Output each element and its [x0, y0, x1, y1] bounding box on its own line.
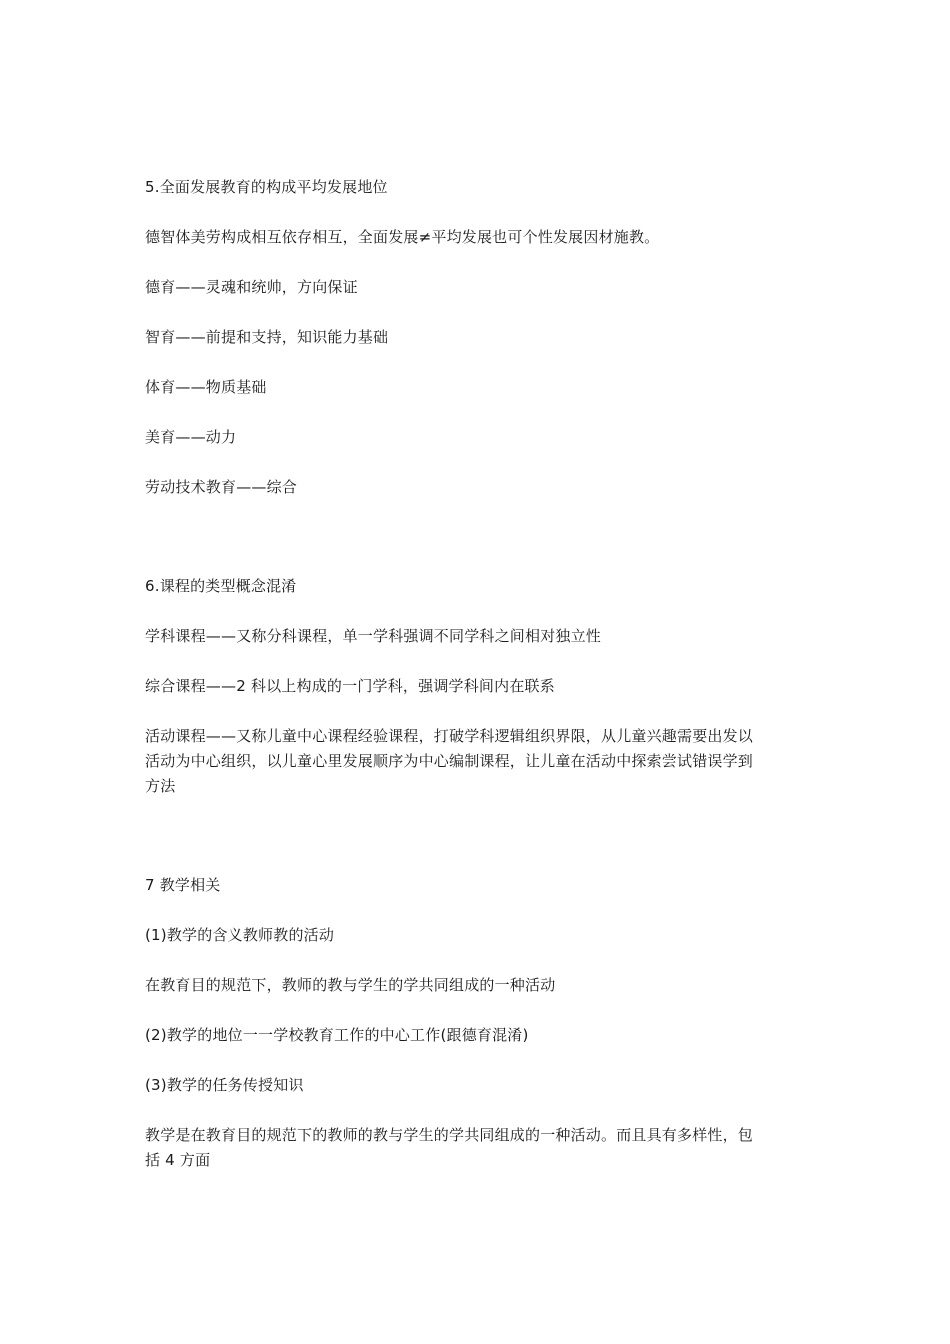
physical-education-line: 体育——物质基础: [145, 378, 267, 396]
activity-curriculum-line-1: 活动课程——又称儿童中心课程经验课程，打破学科逻辑组织界限，从儿童兴趣需要出发以: [145, 727, 754, 745]
teaching-summary-line-2: 括 4 方面: [145, 1151, 211, 1169]
intellectual-education-line: 智育——前提和支持，知识能力基础: [145, 328, 389, 346]
section-7-heading: 7 教学相关: [145, 876, 221, 894]
subject-curriculum-line: 学科课程——又称分科课程，单一学科强调不同学科之间相对独立性: [145, 627, 602, 645]
moral-education-line: 德育——灵魂和统帅，方向保证: [145, 278, 358, 296]
activity-curriculum-line-2: 活动为中心组织，以儿童心里发展顺序为中心编制课程，让儿童在活动中探索尝试错误学到: [145, 752, 754, 770]
integrated-curriculum-line: 综合课程——2 科以上构成的一门学科，强调学科间内在联系: [145, 677, 555, 695]
teaching-definition-line: 在教育目的规范下，教师的教与学生的学共同组成的一种活动: [145, 976, 556, 994]
aesthetic-education-line: 美育——动力: [145, 428, 237, 446]
teaching-meaning-line: (1)教学的含义教师教的活动: [145, 926, 335, 944]
teaching-status-line: (2)教学的地位一一学校教育工作的中心工作(跟德育混淆): [145, 1026, 529, 1044]
section-5-paragraph: 德智体美劳构成相互依存相互，全面发展≠平均发展也可个性发展因材施教。: [145, 228, 660, 246]
teaching-task-line: (3)教学的任务传授知识: [145, 1076, 304, 1094]
teaching-summary-line-1: 教学是在教育目的规范下的教师的教与学生的学共同组成的一种活动。而且具有多样性，包: [145, 1126, 754, 1144]
labor-education-line: 劳动技术教育——综合: [145, 478, 298, 496]
activity-curriculum-line-3: 方法: [145, 777, 176, 795]
section-5-heading: 5.全面发展教育的构成平均发展地位: [145, 178, 388, 196]
section-6-heading: 6.课程的类型概念混淆: [145, 577, 297, 595]
document-page: [145, 0, 815, 1344]
